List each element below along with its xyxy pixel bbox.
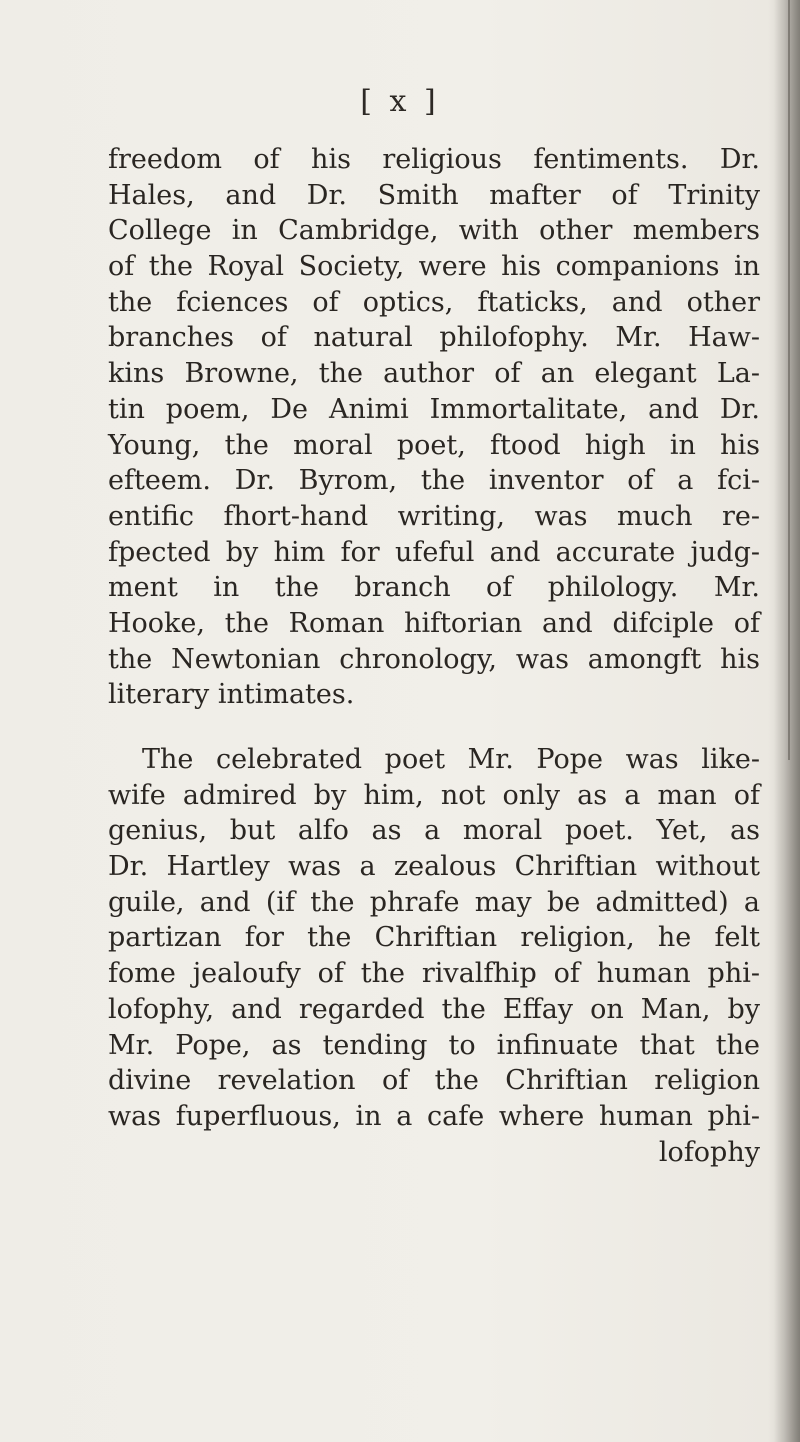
text-line: Mr. Pope, as tending to infinuate that the [108,1029,760,1061]
paragraph-1 [108,142,760,713]
text-line: entific fhort-hand writing, was much re- [108,500,760,532]
text-line: Dr. Hartley was a zealous Chriftian without [108,851,760,883]
text-line: guile, and (if the phrafe may be admitted) a [108,886,760,918]
text-line: efteem. Dr. Byrom, the inventor of a fci- [108,465,760,497]
text-line: The celebrated poet Mr. Pope was like- [142,744,760,775]
text-line: ment in the branch of philology. Mr. [108,572,760,604]
text-line: of the Royal Society, were his companions in [108,251,760,283]
text-line: lofophy, and regarded the Effay on Man, by [108,993,760,1025]
text-line: genius, but alfo as a moral poet. Yet, as [108,815,760,847]
text-line: Hooke, the Roman hiftorian and difciple of [108,607,760,639]
text-line: freedom of his religious fentiments. Dr. [108,144,760,175]
text-line: Young, the moral poet, ftood high in his [108,429,760,461]
paragraph-2 [108,742,760,1170]
text-line: branches of natural philofophy. Mr. Haw- [108,322,760,354]
text-line: divine revelation of the Chriftian religion [108,1065,760,1097]
page-number-header: [ x ] [360,84,440,119]
text-line: College in Cambridge, with other members [108,215,760,247]
text-line: tin poem, De Animi Immortalitate, and Dr. [108,393,760,425]
page-binding-edge [774,0,800,1442]
text-line: fpected by him for ufeful and accurate judg- [108,536,760,568]
text-line: fome jealoufy of the rivalfhip of human phi- [108,958,760,990]
text-line: partizan for the Chriftian religion, he felt [108,922,760,954]
text-line: literary intimates. [108,679,355,711]
catchword: lofophy [658,1136,760,1168]
text-line: kins Browne, the author of an elegant La- [108,358,760,390]
text-line: Hales, and Dr. Smith mafter of Trinity [108,179,760,211]
text-line: the fciences of optics, ftaticks, and other [108,286,760,318]
text-line: was fuperfluous, in a cafe where human phi- [108,1100,760,1132]
text-line: wife admired by him, not only as a man of [108,779,760,811]
text-line: the Newtonian chronology, was amongft his [108,643,760,675]
